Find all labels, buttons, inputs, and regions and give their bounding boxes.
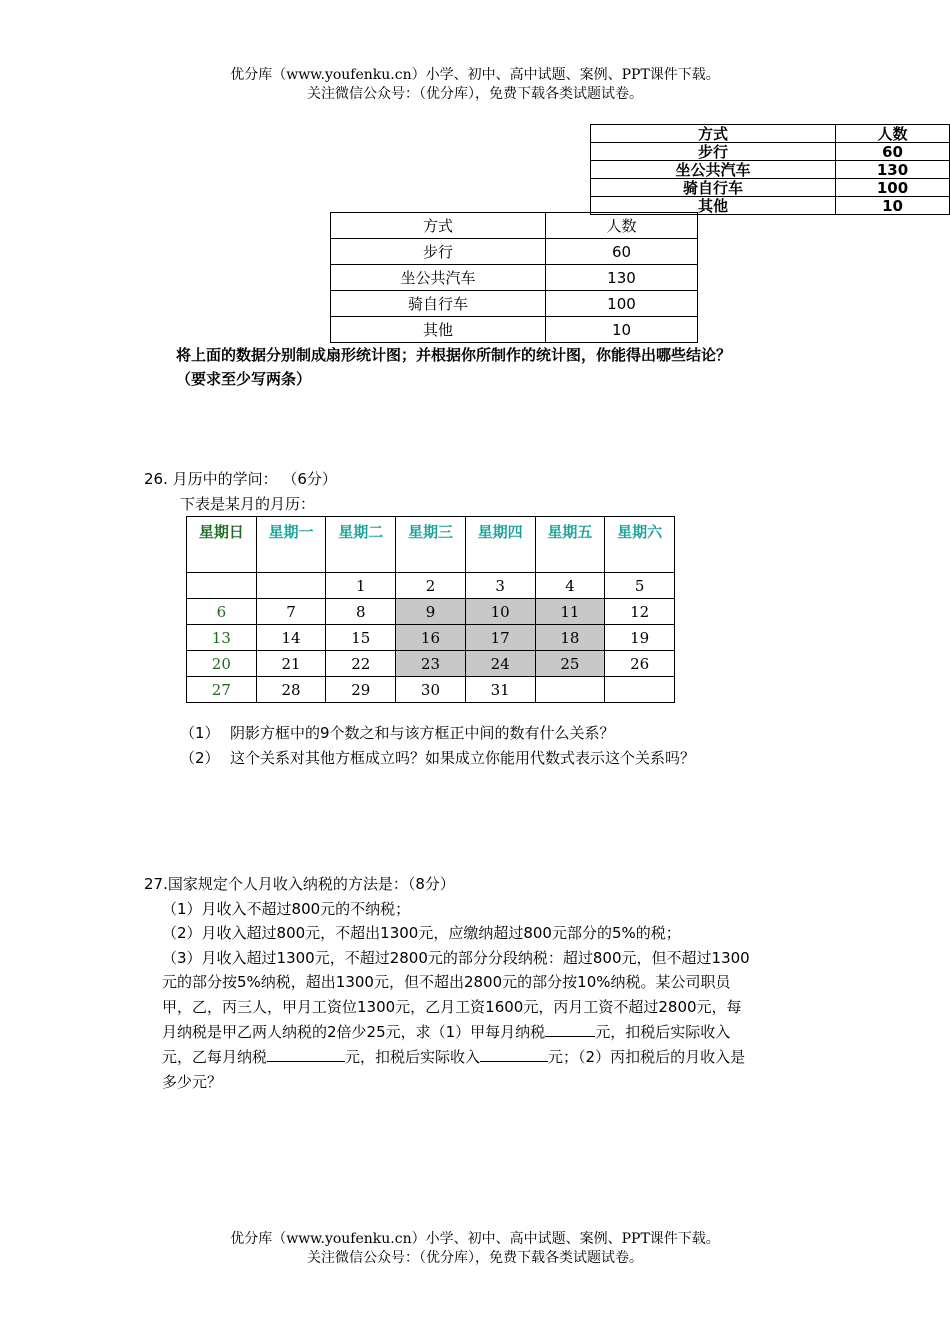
- calendar-table: [186, 516, 675, 703]
- q26-sub2-number: （2）: [180, 749, 220, 767]
- calendar-cell: [256, 573, 326, 599]
- q25-prompt: 将上面的数据分别制成扇形统计图；并根据你所制作的统计图，你能得出哪些结论？: [176, 346, 732, 364]
- calendar-cell: 15: [326, 625, 396, 651]
- q27-line-5: 甲，乙，丙三人，甲月工资位1300元，乙月工资1600元，丙月工资不超过2800元，每: [162, 998, 742, 1016]
- calendar-cell: 14: [256, 625, 326, 651]
- calendar-cell: 29: [326, 677, 396, 703]
- header-line-1: 优分库（www.youfenku.cn）小学、初中、高中试题、案例、PPT课件下载。: [230, 67, 720, 83]
- calendar-week-row: [187, 651, 675, 677]
- calendar-week-row: [187, 677, 675, 703]
- q27-rule-3: （3）月收入超过1300元，不超过2800元的部分分段纳税：超过800元，但不超过1300: [162, 949, 750, 967]
- calendar-cell: 30: [396, 677, 466, 703]
- table-cell: 坐公共汽车: [591, 161, 836, 179]
- shaded-calendar-cell: 10: [465, 599, 535, 625]
- table-row: [591, 161, 950, 179]
- table-cell: 步行: [331, 239, 546, 265]
- calendar-cell: 3: [465, 573, 535, 599]
- calendar-cell: 27: [187, 677, 257, 703]
- q27-line-7-part-a: 元，乙每月纳税: [162, 1048, 268, 1066]
- q27-line-7-part-b: 元，扣税后实际收入: [345, 1048, 481, 1066]
- table-cell: 100: [546, 291, 698, 317]
- answer-blank[interactable]: [480, 1045, 548, 1062]
- table-cell: 坐公共汽车: [331, 265, 546, 291]
- shaded-calendar-cell: 23: [396, 651, 466, 677]
- calendar-week-row: [187, 625, 675, 651]
- table-row: [331, 239, 698, 265]
- q26-intro: 下表是某月的月历：: [180, 495, 316, 513]
- calendar-cell: 31: [465, 677, 535, 703]
- calendar-cell: [535, 677, 605, 703]
- calendar-cell: 13: [187, 625, 257, 651]
- weekday-header: 星期五: [535, 517, 605, 573]
- calendar-week-row: [187, 573, 675, 599]
- weekday-header: 星期二: [326, 517, 396, 573]
- q27-line-6-part-a: 月纳税是甲乙两人纳税的2倍少25元，求（1）甲每月纳税: [162, 1023, 546, 1041]
- q27-line-6-part-b: 元，扣税后实际收入: [595, 1023, 731, 1041]
- calendar-header-row: [187, 517, 675, 573]
- calendar-cell: 20: [187, 651, 257, 677]
- weekday-header: 星期六: [605, 517, 675, 573]
- header-cell: 人数: [546, 213, 698, 239]
- header-cell: 人数: [836, 125, 950, 143]
- table-header-row: [591, 125, 950, 143]
- shaded-calendar-cell: 24: [465, 651, 535, 677]
- answer-blank[interactable]: [545, 1020, 595, 1037]
- table-cell: 其他: [591, 197, 836, 215]
- q27-title: 27.国家规定个人月收入纳税的方法是：（8分）: [144, 875, 455, 893]
- q27-line-7: [162, 1045, 745, 1069]
- q27-line-7-part-c: 元；（2）丙扣税后的月收入是: [548, 1048, 746, 1066]
- calendar-cell: 22: [326, 651, 396, 677]
- q26-title: 26. 月历中的学问： （6分）: [144, 470, 337, 488]
- calendar-cell: [605, 677, 675, 703]
- calendar-cell: 19: [605, 625, 675, 651]
- answer-blank[interactable]: [267, 1045, 345, 1062]
- q27-line-4: 元的部分按5%纳税，超出1300元，但不超出2800元的部分按10%纳税。某公司职员: [162, 973, 731, 991]
- calendar-cell: 2: [396, 573, 466, 599]
- weekday-header: 星期三: [396, 517, 466, 573]
- table-row: [331, 291, 698, 317]
- q26-sub1-number: （1）: [180, 724, 220, 742]
- table-row: [331, 317, 698, 343]
- q27-rule-2: （2）月收入超过800元，不超出1300元，应缴纳超过800元部分的5%的税；: [162, 924, 681, 942]
- weekday-header: 星期四: [465, 517, 535, 573]
- calendar-cell: 8: [326, 599, 396, 625]
- q27-line-8: 多少元？: [162, 1073, 223, 1091]
- table-cell: 130: [546, 265, 698, 291]
- shaded-calendar-cell: 18: [535, 625, 605, 651]
- table-cell: 步行: [591, 143, 836, 161]
- table-row: [331, 265, 698, 291]
- calendar-cell: 4: [535, 573, 605, 599]
- calendar-cell: 5: [605, 573, 675, 599]
- footer-line-2: 关注微信公众号：（优分库），免费下载各类试题试卷。: [307, 1250, 643, 1266]
- table-cell: 其他: [331, 317, 546, 343]
- calendar-cell: 1: [326, 573, 396, 599]
- shaded-calendar-cell: 16: [396, 625, 466, 651]
- header-line-2: 关注微信公众号：（优分库），免费下载各类试题试卷。: [307, 86, 643, 102]
- weekday-header: 星期日: [187, 517, 257, 573]
- q26-sub2: 这个关系对其他方框成立吗？如果成立你能用代数式表示这个关系吗？: [230, 749, 696, 767]
- calendar-cell: 12: [605, 599, 675, 625]
- shaded-calendar-cell: 17: [465, 625, 535, 651]
- table-cell: 60: [836, 143, 950, 161]
- weekday-header: 星期一: [256, 517, 326, 573]
- table-row: [591, 143, 950, 161]
- table-header-row: [331, 213, 698, 239]
- q25-requirement: （要求至少写两条）: [176, 370, 312, 388]
- calendar-cell: 6: [187, 599, 257, 625]
- shaded-calendar-cell: 11: [535, 599, 605, 625]
- q27-line-6: [162, 1020, 730, 1044]
- table-cell: 骑自行车: [331, 291, 546, 317]
- transport-table: [330, 212, 698, 343]
- transport-table-small: [590, 124, 950, 215]
- shaded-calendar-cell: 9: [396, 599, 466, 625]
- table-cell: 10: [836, 197, 950, 215]
- calendar-cell: 7: [256, 599, 326, 625]
- table-cell: 60: [546, 239, 698, 265]
- table-cell: 130: [836, 161, 950, 179]
- header-cell: 方式: [331, 213, 546, 239]
- footer-line-1: 优分库（www.youfenku.cn）小学、初中、高中试题、案例、PPT课件下载。: [230, 1231, 720, 1247]
- calendar-cell: 26: [605, 651, 675, 677]
- table-cell: 10: [546, 317, 698, 343]
- shaded-calendar-cell: 25: [535, 651, 605, 677]
- table-row: [591, 179, 950, 197]
- header-cell: 方式: [591, 125, 836, 143]
- calendar-cell: 21: [256, 651, 326, 677]
- calendar-cell: 28: [256, 677, 326, 703]
- table-cell: 骑自行车: [591, 179, 836, 197]
- table-cell: 100: [836, 179, 950, 197]
- q26-sub1: 阴影方框中的9个数之和与该方框正中间的数有什么关系？: [230, 724, 615, 742]
- calendar-cell: [187, 573, 257, 599]
- calendar-week-row: [187, 599, 675, 625]
- q27-rule-1: （1）月收入不超过800元的不纳税；: [162, 900, 411, 918]
